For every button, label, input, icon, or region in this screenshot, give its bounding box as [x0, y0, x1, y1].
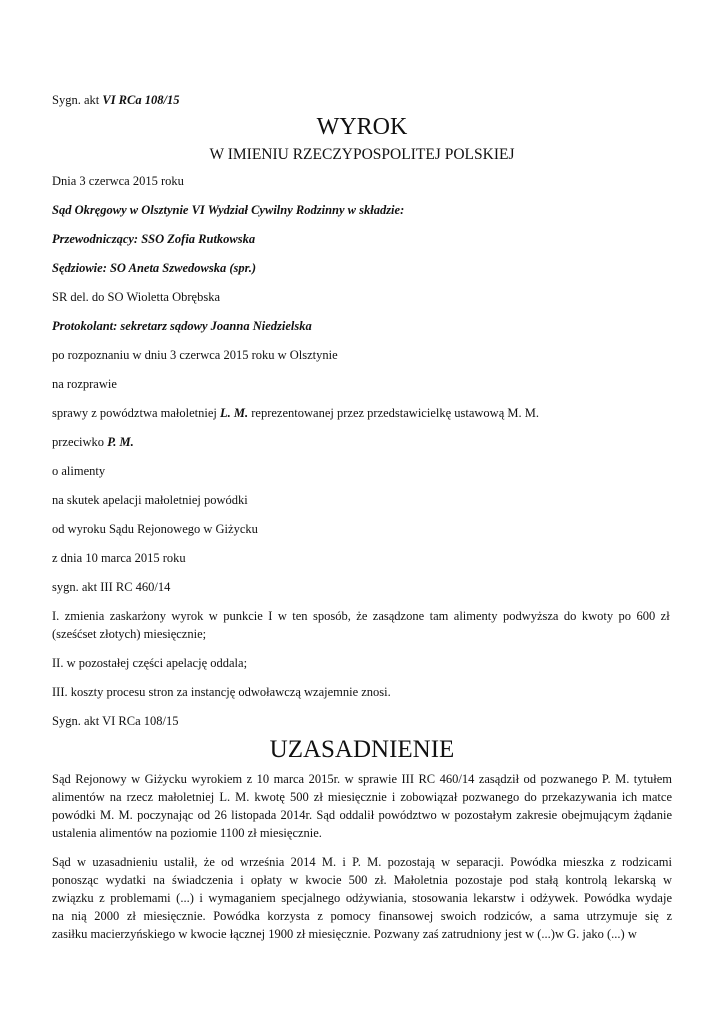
judgment-date: Dnia 3 czerwca 2015 roku	[52, 174, 184, 188]
document-subtitle: W IMIENIU RZECZYPOSPOLITEJ POLSKIEJ	[209, 146, 515, 163]
claim-description: sprawy z powództwa małoletniej L. M. reprezentowanej przez przedstawicielkę ustawową M. M.	[52, 406, 539, 420]
case-signature-label: Sygn. akt	[52, 93, 103, 107]
hearing-type: na rozprawie	[52, 377, 117, 391]
second-judge: SR del. do SO Wioletta Obrębska	[52, 290, 220, 304]
case-subject: o alimenty	[52, 464, 106, 478]
judges: Sędziowie: SO Aneta Szwedowska (spr.)	[52, 261, 257, 275]
appeal-info: na skutek apelacji małoletniej powódki	[52, 493, 248, 507]
defendant-line: przeciwko P. M.	[52, 435, 134, 449]
justification-title: UZASADNIENIE	[269, 736, 455, 763]
hearing-info: po rozpoznaniu w dniu 3 czerwca 2015 roku w Olsztynie	[52, 348, 338, 362]
plaintiff-name: L. M.	[220, 406, 249, 420]
case-signature-number: VI RCa 108/15	[102, 93, 180, 107]
ruling-item-2: II. w pozostałej części apelację oddala;	[52, 656, 248, 670]
lower-case-signature: sygn. akt III RC 460/14	[52, 580, 171, 594]
document-title: WYROK	[316, 114, 408, 140]
ruling-item-1: I. zmienia zaskarżony wyrok w punkcie I w ten sposób, że zasądzone tam alimenty podwyższa do kwoty po 600 zł	[52, 609, 670, 623]
case-signature	[52, 92, 179, 108]
defendant-name: P. M.	[107, 435, 134, 449]
justification-signature: Sygn. akt VI RCa 108/15	[52, 714, 179, 728]
lower-court-judgment: od wyroku Sądu Rejonowego w Giżycku	[52, 522, 258, 536]
court-clerk: Protokolant: sekretarz sądowy Joanna Niedzielska	[52, 319, 312, 333]
ruling-item-3: III. koszty procesu stron za instancję odwoławczą wzajemnie znosi.	[52, 685, 391, 699]
presiding-judge: Przewodniczący: SSO Zofia Rutkowska	[52, 232, 256, 246]
lower-judgment-date: z dnia 10 marca 2015 roku	[52, 551, 186, 565]
court-composition: Sąd Okręgowy w Olsztynie VI Wydział Cywilny Rodzinny w składzie:	[52, 203, 405, 217]
ruling-item-1-cont: (sześćset złotych) miesięcznie;	[52, 627, 207, 641]
